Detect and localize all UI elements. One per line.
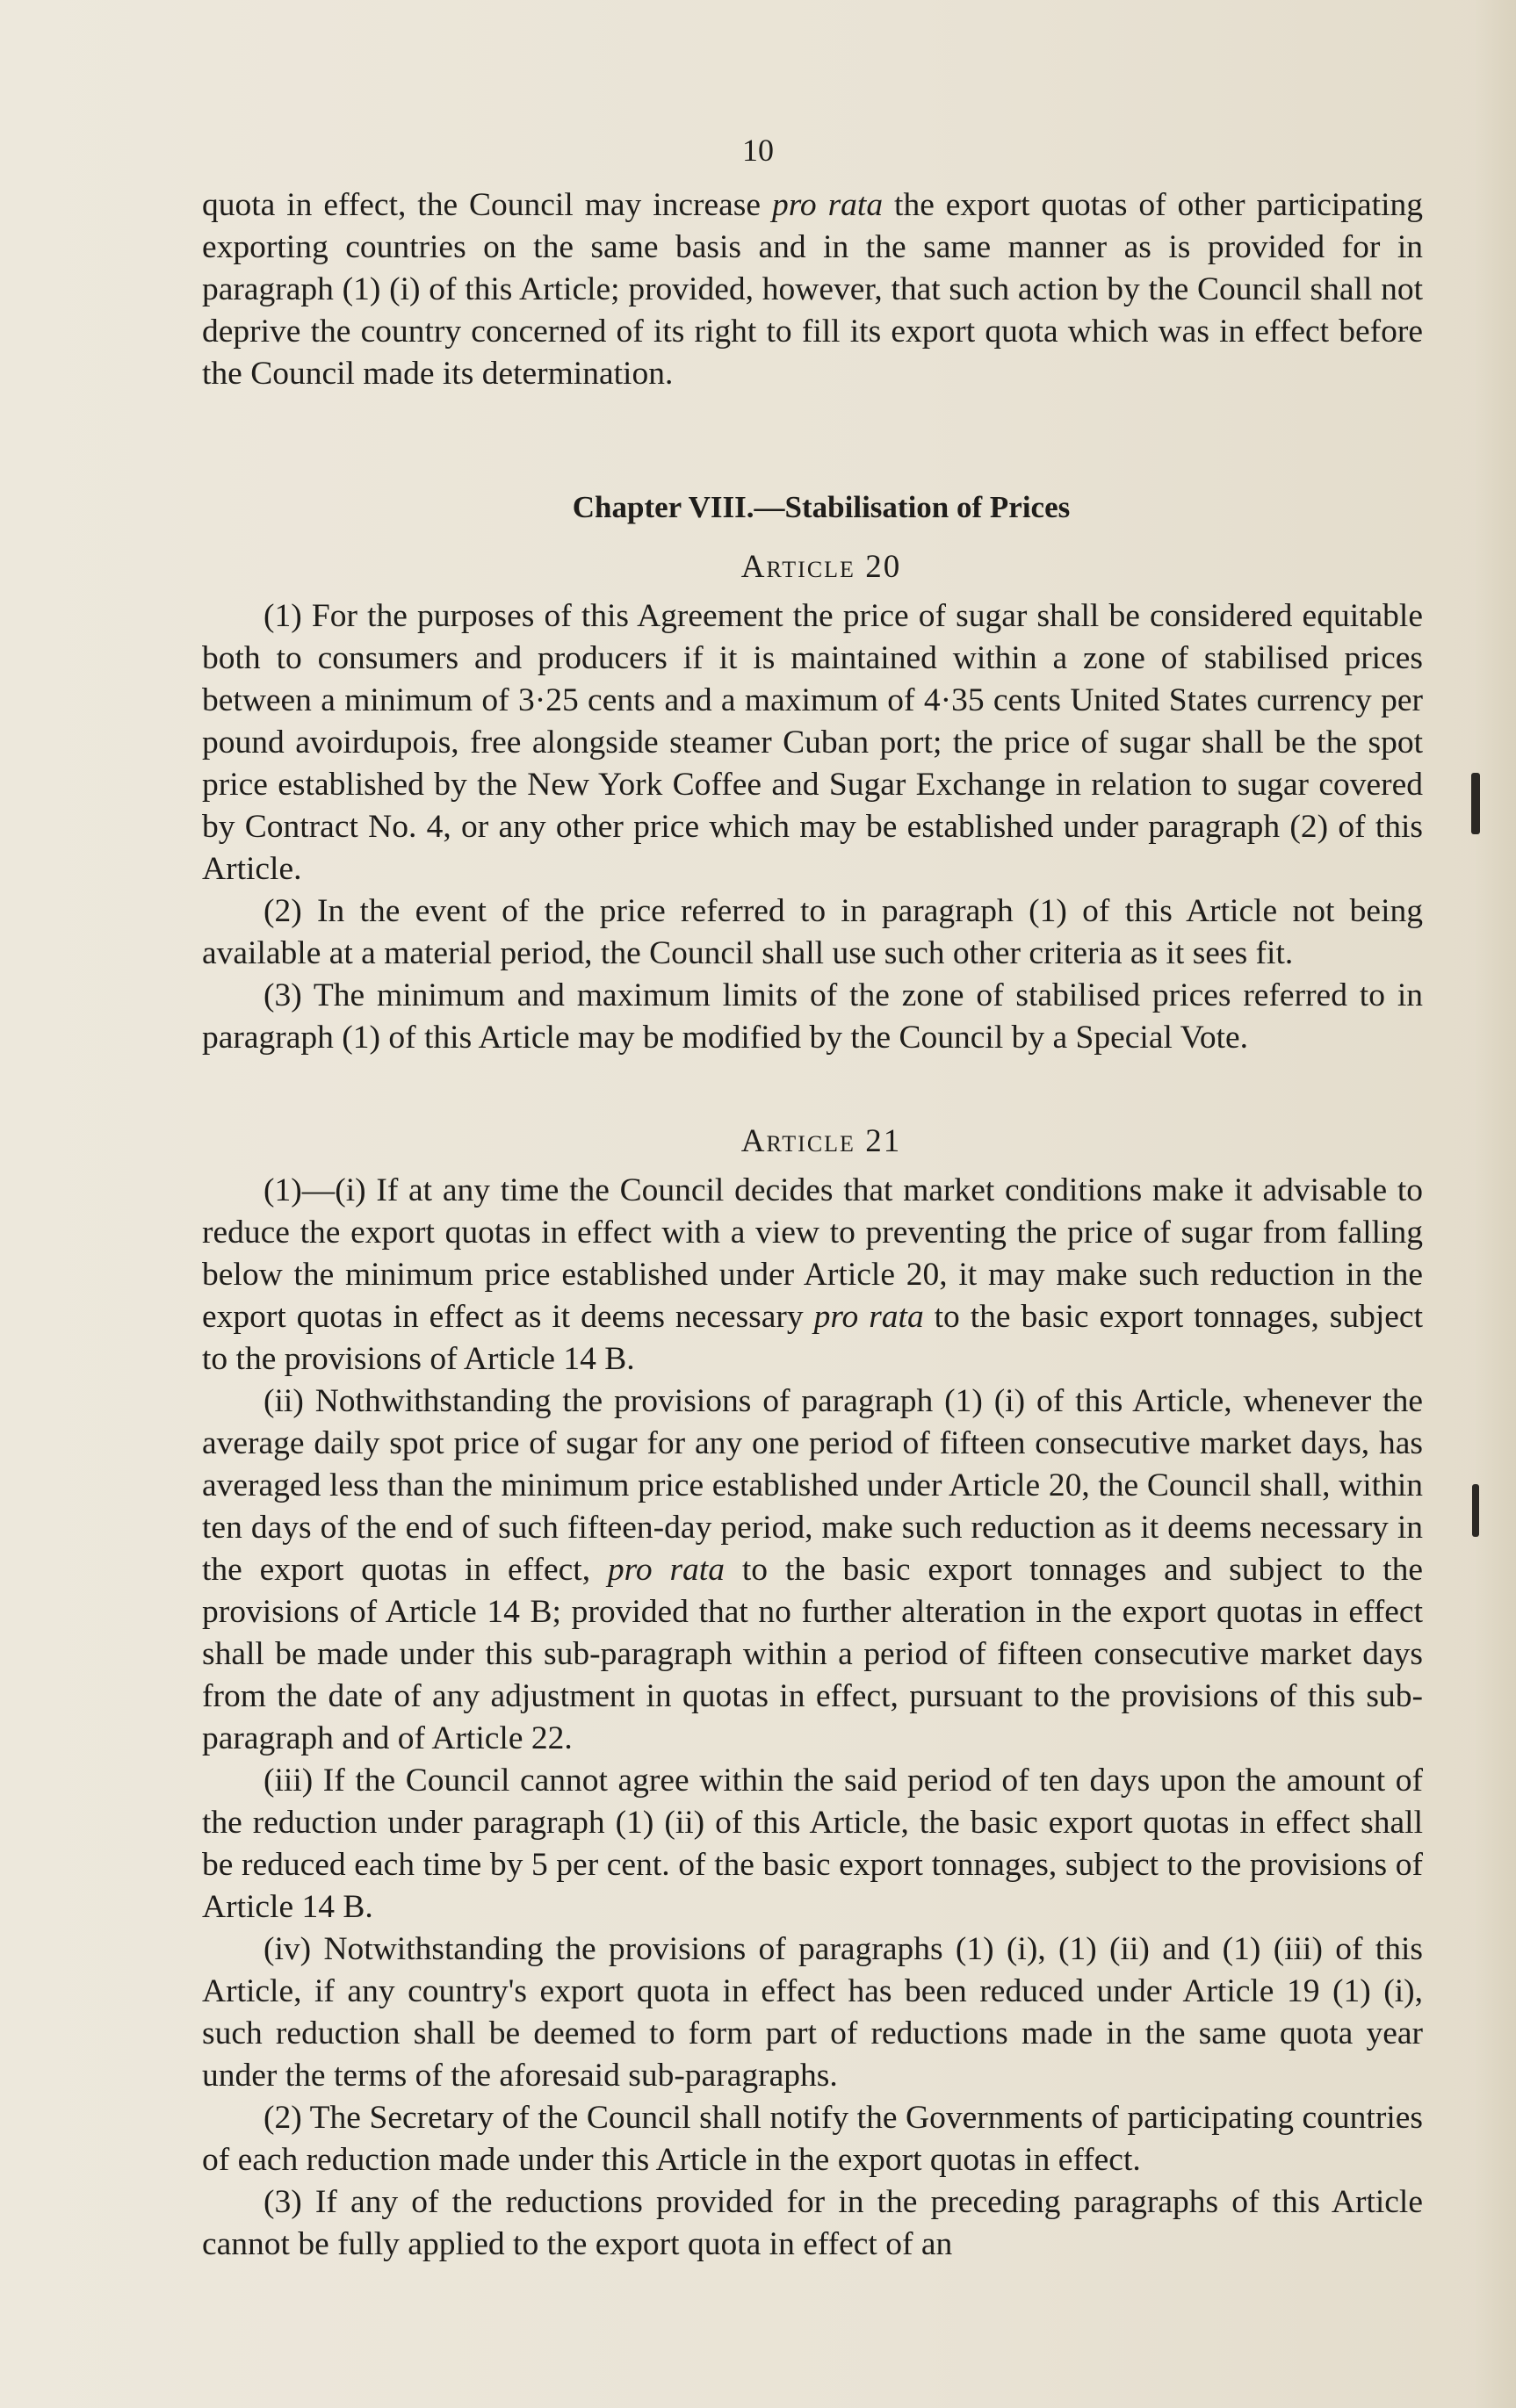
article-21-paragraph-3: (3) If any of the reductions provided for in the preceding paragraphs of this Article cannot be fully applied to the export quota in effect of an <box>202 2184 1423 2262</box>
article-20-paragraph-3: (3) The minimum and maximum limits of the zone of stabilised prices referred to in paragraph (1) of this Article may be modified by the Council by a Special Vote. <box>202 977 1423 1056</box>
text-run: (ii) Nothwithstanding the provisions of paragraph (1) (i) of this Article, whenever the average daily spot price of sugar for any one period of fifteen consecutive market days, has averaged less than the minimum price established under Article 20, the Council shall, within ten days of the end of such fifteen-day period, make such reduction as it deems necessary in the export quotas in effect, <box>202 1383 1423 1588</box>
article-21-paragraph-1-iii: (iii) If the Council cannot agree within the said period of ten days upon the amount of the reduction under paragraph (1) (ii) of this Article, the basic export quotas in effect shall be reduced each time by 5 per cent. of the basic export tonnages, subject to the provisions of Article 14 B. <box>202 1763 1423 1925</box>
text-run: to the basic export tonnages, subject to the provisions of Article 14 B. <box>202 1299 1423 1377</box>
intro-paragraph <box>202 184 1423 395</box>
document-body <box>202 184 1423 2266</box>
article-21-paragraph-2: (2) The Secretary of the Council shall notify the Governments of participating countries of each reduction made under this Article in the export quotas in effect. <box>202 2100 1423 2178</box>
article-21-paragraph-1-ii <box>202 1381 1423 1760</box>
article-21-heading: Article 21 <box>740 1123 902 1159</box>
page-number: 10 <box>742 133 774 168</box>
article-20-paragraph-1: (1) For the purposes of this Agreement the price of sugar shall be considered equitable both to consumers and producers if it is maintained within a zone of stabilised prices between a minimum of 3·25 cents and a maximum of 4·35 cents United States currency per pound avoirdupois, free alongside steamer Cuban port; the price of sugar shall be the spot price established by the New York Coffee and Sugar Exchange in relation to sugar covered by Contract No. 4, or any other price which may be established under paragraph (2) of this Article. <box>202 598 1423 887</box>
article-20-heading: Article 20 <box>740 549 902 585</box>
italic-text: pro rata <box>771 187 884 223</box>
article-20-paragraph-2: (2) In the event of the price referred to in paragraph (1) of this Article not being available at a material period, the Council shall use such other criteria as it sees fit. <box>202 893 1423 971</box>
text-run: (1)—(i) If at any time the Council decides that market conditions make it advisable to reduce the export quotas in effect with a view to preventing the price of sugar from falling below the minimum price established under Article 20, it may make such reduction in the export quotas in effect as it deems necessary <box>202 1172 1423 1335</box>
chapter-heading: Chapter VIII.—Stabilisation of Prices <box>572 490 1071 524</box>
article-21-paragraph-1-i <box>202 1170 1423 1381</box>
binding-mark <box>1471 773 1480 834</box>
text-run: to the basic export tonnages and subject to the provisions of Article 14 B; provided that no further alteration in the export quotas in effect shall be made under this sub-paragraph within a period of fifteen consecutive market days from the date of any adjustment in quotas in effect, pursuant to the provisions of this sub-paragraph and of Article 22. <box>202 1552 1424 1756</box>
text-run: the export quotas of other participating exporting countries on the same basis and in the same manner as is provided for in paragraph (1) (i) of this Article; provided, however, that such action by the Council shall not deprive the country concerned of its right to fill its export quota which was in effect before the Council made its determination. <box>202 187 1423 392</box>
article-21-paragraph-1-iv: (iv) Notwithstanding the provisions of paragraphs (1) (i), (1) (ii) and (1) (iii) of this Article, if any country's export quota in effect has been reduced under Article 19 (1) (i), such reduction shall be deemed to form part of reductions made in the same quota year under the terms of the aforesaid sub-paragraphs. <box>202 1931 1423 2094</box>
italic-text: pro rata <box>607 1552 725 1588</box>
italic-text: pro rata <box>813 1299 924 1335</box>
text-run: quota in effect, the Council may increase <box>202 187 772 223</box>
page-edge-shadow <box>1476 0 1516 2408</box>
binding-mark <box>1472 1484 1479 1537</box>
